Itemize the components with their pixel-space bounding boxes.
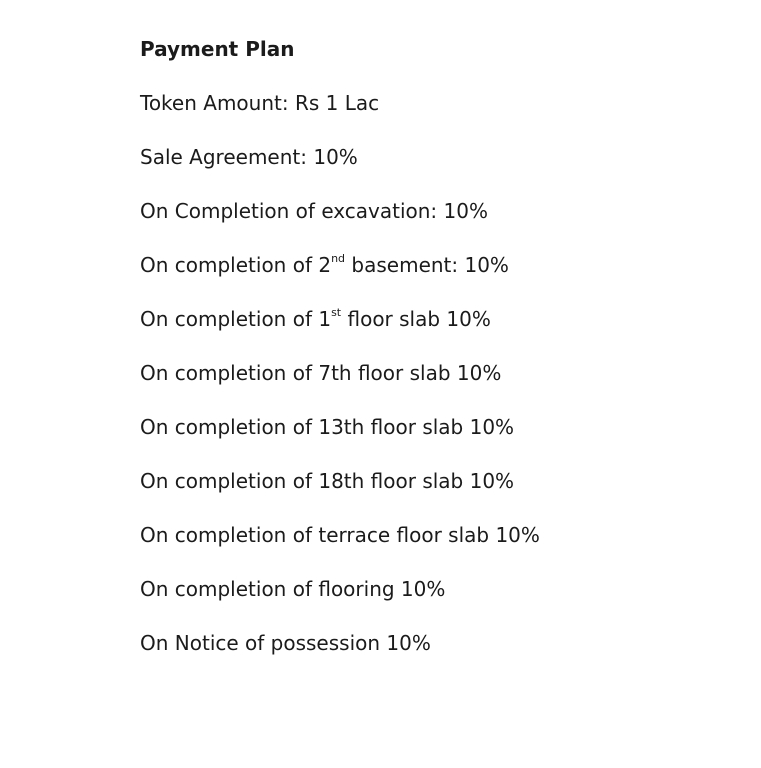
seventh-floor-slab-line: On completion of 7th floor slab 10% bbox=[140, 361, 502, 385]
first-floor-text: On completion of 1 bbox=[140, 307, 332, 331]
eighteenth-floor-slab-line: On completion of 18th floor slab 10% bbox=[140, 469, 515, 493]
thirteenth-floor-slab-line: On completion of 13th floor slab 10% bbox=[140, 415, 515, 439]
first-floor-slab-line bbox=[140, 304, 740, 334]
payment-plan-title: Payment Plan bbox=[140, 37, 295, 61]
ordinal-suffix: st bbox=[331, 306, 342, 320]
excavation-line: On Completion of excavation: 10% bbox=[140, 199, 488, 223]
second-basement-line bbox=[140, 250, 740, 280]
terrace-floor-slab-line: On completion of terrace floor slab 10% bbox=[140, 523, 540, 547]
second-basement-text: On completion of 2 bbox=[140, 253, 332, 277]
second-basement-rest: basement: 10% bbox=[345, 253, 509, 277]
ordinal-suffix: nd bbox=[331, 252, 346, 266]
first-floor-rest: floor slab 10% bbox=[341, 307, 491, 331]
sale-agreement-line: Sale Agreement: 10% bbox=[140, 145, 358, 169]
possession-line: On Notice of possession 10% bbox=[140, 631, 431, 655]
document-body bbox=[140, 34, 740, 682]
flooring-line: On completion of flooring 10% bbox=[140, 577, 446, 601]
token-amount-line: Token Amount: Rs 1 Lac bbox=[140, 91, 380, 115]
